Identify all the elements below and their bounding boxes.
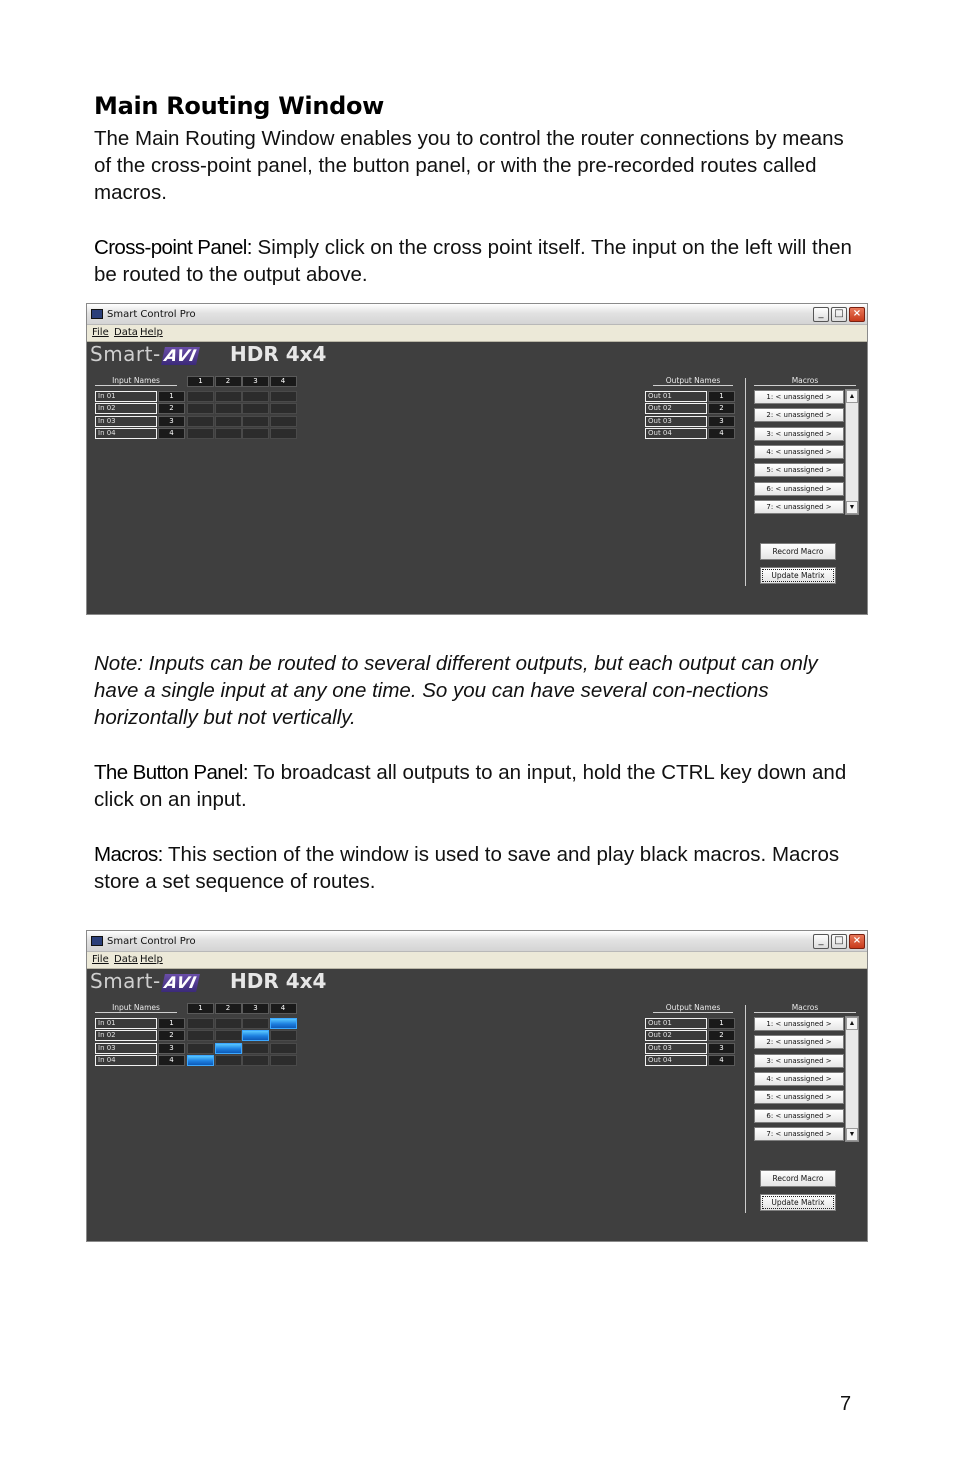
- section-heading: Main Routing Window: [94, 92, 385, 120]
- output-name-field-3[interactable]: Out 03: [645, 416, 707, 427]
- update-matrix-button[interactable]: Update Matrix: [760, 1194, 836, 1211]
- crosspoint-cell-1-2[interactable]: [215, 1018, 242, 1029]
- record-macro-button[interactable]: Record Macro: [760, 543, 836, 560]
- macro-button-6[interactable]: 6: < unassigned >: [754, 1109, 844, 1123]
- crosspoint-cell-2-1[interactable]: [187, 1030, 214, 1041]
- input-name-field-2[interactable]: In 02: [95, 403, 157, 414]
- menu-bar: [87, 952, 867, 969]
- crosspoint-cell-3-4[interactable]: [270, 1043, 297, 1054]
- output-button-4[interactable]: 4: [708, 1055, 735, 1066]
- close-button[interactable]: ×: [849, 934, 865, 949]
- crosspoint-cell-1-2[interactable]: [215, 391, 242, 402]
- crosspoint-cell-1-1[interactable]: [187, 391, 214, 402]
- crosspoint-cell-2-3[interactable]: [242, 1030, 269, 1041]
- input-button-1[interactable]: 1: [158, 1018, 185, 1029]
- model-name: HDR 4x4: [230, 342, 327, 366]
- menu-data[interactable]: Data: [114, 327, 138, 338]
- model-name: HDR 4x4: [230, 969, 327, 993]
- macro-button-7[interactable]: 7: < unassigned >: [754, 500, 844, 514]
- crosspoint-paragraph: [94, 234, 864, 288]
- input-name-field-3[interactable]: In 03: [95, 416, 157, 427]
- crosspoint-cell-2-2[interactable]: [215, 403, 242, 414]
- macro-button-3[interactable]: 3: < unassigned >: [754, 1054, 844, 1068]
- scroll-up-icon[interactable]: ▲: [846, 1017, 858, 1030]
- window-title: Smart Control Pro: [107, 309, 196, 320]
- input-button-1[interactable]: 1: [158, 391, 185, 402]
- app-icon: [91, 309, 103, 319]
- input-button-4[interactable]: 4: [158, 1055, 185, 1066]
- macros-paragraph: [94, 841, 864, 895]
- output-name-field-3[interactable]: Out 03: [645, 1043, 707, 1054]
- crosspoint-cell-1-4[interactable]: [270, 391, 297, 402]
- macros-label: Macros:: [94, 843, 163, 866]
- brand-text: Smart-: [90, 342, 161, 366]
- macro-button-4[interactable]: 4: < unassigned >: [754, 1072, 844, 1086]
- input-name-field-4[interactable]: In 04: [95, 1055, 157, 1066]
- output-column-header-3[interactable]: 3: [242, 1003, 269, 1014]
- crosspoint-cell-3-2[interactable]: [215, 416, 242, 427]
- output-names-title: Output Names: [653, 1003, 733, 1013]
- output-column-header-4[interactable]: 4: [270, 1003, 297, 1014]
- crosspoint-cell-4-3[interactable]: [242, 428, 269, 439]
- crosspoint-cell-2-4[interactable]: [270, 1030, 297, 1041]
- macro-scrollbar[interactable]: [845, 1016, 859, 1142]
- macro-button-2[interactable]: 2: < unassigned >: [754, 408, 844, 422]
- scroll-down-icon[interactable]: ▼: [846, 1128, 858, 1141]
- crosspoint-cell-4-2[interactable]: [215, 1055, 242, 1066]
- maximize-button[interactable]: □: [831, 934, 847, 949]
- input-name-field-3[interactable]: In 03: [95, 1043, 157, 1054]
- crosspoint-cell-3-3[interactable]: [242, 1043, 269, 1054]
- output-names-title: Output Names: [653, 376, 733, 386]
- output-button-3[interactable]: 3: [708, 416, 735, 427]
- output-button-2[interactable]: 2: [708, 403, 735, 414]
- crosspoint-cell-2-4[interactable]: [270, 403, 297, 414]
- macro-button-3[interactable]: 3: < unassigned >: [754, 427, 844, 441]
- minimize-button[interactable]: _: [813, 307, 829, 322]
- crosspoint-cell-3-3[interactable]: [242, 416, 269, 427]
- input-button-2[interactable]: 2: [158, 1030, 185, 1041]
- button-panel-paragraph: [94, 759, 864, 813]
- output-column-header-1[interactable]: 1: [187, 1003, 214, 1014]
- macro-button-1[interactable]: 1: < unassigned >: [754, 390, 844, 404]
- input-button-2[interactable]: 2: [158, 403, 185, 414]
- output-column-header-4[interactable]: 4: [270, 376, 297, 387]
- macro-button-1[interactable]: 1: < unassigned >: [754, 1017, 844, 1031]
- app-icon: [91, 936, 103, 946]
- macro-button-4[interactable]: 4: < unassigned >: [754, 445, 844, 459]
- crosspoint-cell-3-1[interactable]: [187, 416, 214, 427]
- update-matrix-button[interactable]: Update Matrix: [760, 567, 836, 584]
- output-column-header-2[interactable]: 2: [215, 376, 242, 387]
- input-button-3[interactable]: 3: [158, 416, 185, 427]
- crosspoint-cell-4-4[interactable]: [270, 1055, 297, 1066]
- output-name-field-4[interactable]: Out 04: [645, 1055, 707, 1066]
- output-name-field-2[interactable]: Out 02: [645, 403, 707, 414]
- button-panel-text: To broadcast all outputs to an input, hold the CTRL key down and click on an input.: [94, 761, 847, 811]
- macro-button-2[interactable]: 2: < unassigned >: [754, 1035, 844, 1049]
- crosspoint-cell-4-2[interactable]: [215, 428, 242, 439]
- input-button-4[interactable]: 4: [158, 428, 185, 439]
- maximize-button[interactable]: □: [831, 307, 847, 322]
- macro-button-7[interactable]: 7: < unassigned >: [754, 1127, 844, 1141]
- input-name-field-4[interactable]: In 04: [95, 428, 157, 439]
- menu-file[interactable]: File: [92, 327, 109, 338]
- page-number: 7: [840, 1393, 852, 1415]
- output-button-4[interactable]: 4: [708, 428, 735, 439]
- macro-button-5[interactable]: 5: < unassigned >: [754, 1090, 844, 1104]
- output-column-header-3[interactable]: 3: [242, 376, 269, 387]
- macros-title: Macros: [754, 376, 856, 386]
- output-name-field-1[interactable]: Out 01: [645, 391, 707, 402]
- crosspoint-cell-4-1[interactable]: [187, 1055, 214, 1066]
- output-name-field-2[interactable]: Out 02: [645, 1030, 707, 1041]
- crosspoint-cell-1-4[interactable]: [270, 1018, 297, 1029]
- brand-text: Smart-: [90, 969, 161, 993]
- output-button-3[interactable]: 3: [708, 1043, 735, 1054]
- minimize-button[interactable]: _: [813, 934, 829, 949]
- crosspoint-cell-3-4[interactable]: [270, 416, 297, 427]
- output-name-field-1[interactable]: Out 01: [645, 1018, 707, 1029]
- button-panel-label: The Button Panel:: [94, 761, 248, 784]
- scroll-down-icon[interactable]: ▼: [846, 501, 858, 514]
- brand-mark: AVI: [162, 973, 198, 992]
- output-name-field-4[interactable]: Out 04: [645, 428, 707, 439]
- divider: [745, 1005, 746, 1213]
- crosspoint-text: Simply click on the cross point itself. The input on the left will then be routed to the output above.: [94, 236, 852, 286]
- title-bar[interactable]: [87, 931, 867, 952]
- crosspoint-cell-1-3[interactable]: [242, 391, 269, 402]
- input-name-field-1[interactable]: In 01: [95, 391, 157, 402]
- brand-logo: [90, 969, 198, 993]
- menu-help[interactable]: Help: [140, 954, 163, 965]
- macros-text: This section of the window is used to save and play black macros. Macros store a set sequence of routes.: [94, 843, 840, 893]
- menu-data[interactable]: Data: [114, 954, 138, 965]
- crosspoint-cell-3-2[interactable]: [215, 1043, 242, 1054]
- crosspoint-label: Cross-point Panel:: [94, 236, 252, 259]
- record-macro-button[interactable]: Record Macro: [760, 1170, 836, 1187]
- crosspoint-cell-2-3[interactable]: [242, 403, 269, 414]
- output-button-1[interactable]: 1: [708, 1018, 735, 1029]
- macros-title: Macros: [754, 1003, 856, 1013]
- crosspoint-cell-2-2[interactable]: [215, 1030, 242, 1041]
- macro-scrollbar[interactable]: [845, 389, 859, 515]
- window-title: Smart Control Pro: [107, 936, 196, 947]
- crosspoint-cell-4-4[interactable]: [270, 428, 297, 439]
- note-paragraph: [94, 650, 864, 731]
- input-names-title: Input Names: [95, 1003, 177, 1013]
- screenshot-window-1: [86, 303, 868, 615]
- output-column-header-2[interactable]: 2: [215, 1003, 242, 1014]
- output-button-2[interactable]: 2: [708, 1030, 735, 1041]
- macro-button-5[interactable]: 5: < unassigned >: [754, 463, 844, 477]
- intro-paragraph: The Main Routing Window enables you to control the router connections by means of the cross-point panel, the button panel, or with the pre-recorded routes called macros.: [94, 127, 844, 204]
- input-names-title: Input Names: [95, 376, 177, 386]
- input-name-field-1[interactable]: In 01: [95, 1018, 157, 1029]
- output-column-header-1[interactable]: 1: [187, 376, 214, 387]
- title-bar[interactable]: [87, 304, 867, 325]
- menu-file[interactable]: File: [92, 954, 109, 965]
- crosspoint-cell-4-1[interactable]: [187, 428, 214, 439]
- brand-mark: AVI: [162, 346, 198, 365]
- crosspoint-cell-3-1[interactable]: [187, 1043, 214, 1054]
- menu-help[interactable]: Help: [140, 327, 163, 338]
- output-button-1[interactable]: 1: [708, 391, 735, 402]
- note-text: Note: Inputs can be routed to several different outputs, but each output can only have a single input at any one time. So you can have several con-nections horizontally but not vertically.: [94, 652, 818, 729]
- divider: [745, 378, 746, 586]
- screenshot-window-2: [86, 930, 868, 1242]
- macro-button-6[interactable]: 6: < unassigned >: [754, 482, 844, 496]
- crosspoint-cell-4-3[interactable]: [242, 1055, 269, 1066]
- crosspoint-cell-1-1[interactable]: [187, 1018, 214, 1029]
- close-button[interactable]: ×: [849, 307, 865, 322]
- brand-logo: [90, 342, 198, 366]
- crosspoint-cell-1-3[interactable]: [242, 1018, 269, 1029]
- input-name-field-2[interactable]: In 02: [95, 1030, 157, 1041]
- scroll-up-icon[interactable]: ▲: [846, 390, 858, 403]
- input-button-3[interactable]: 3: [158, 1043, 185, 1054]
- crosspoint-cell-2-1[interactable]: [187, 403, 214, 414]
- menu-bar: [87, 325, 867, 342]
